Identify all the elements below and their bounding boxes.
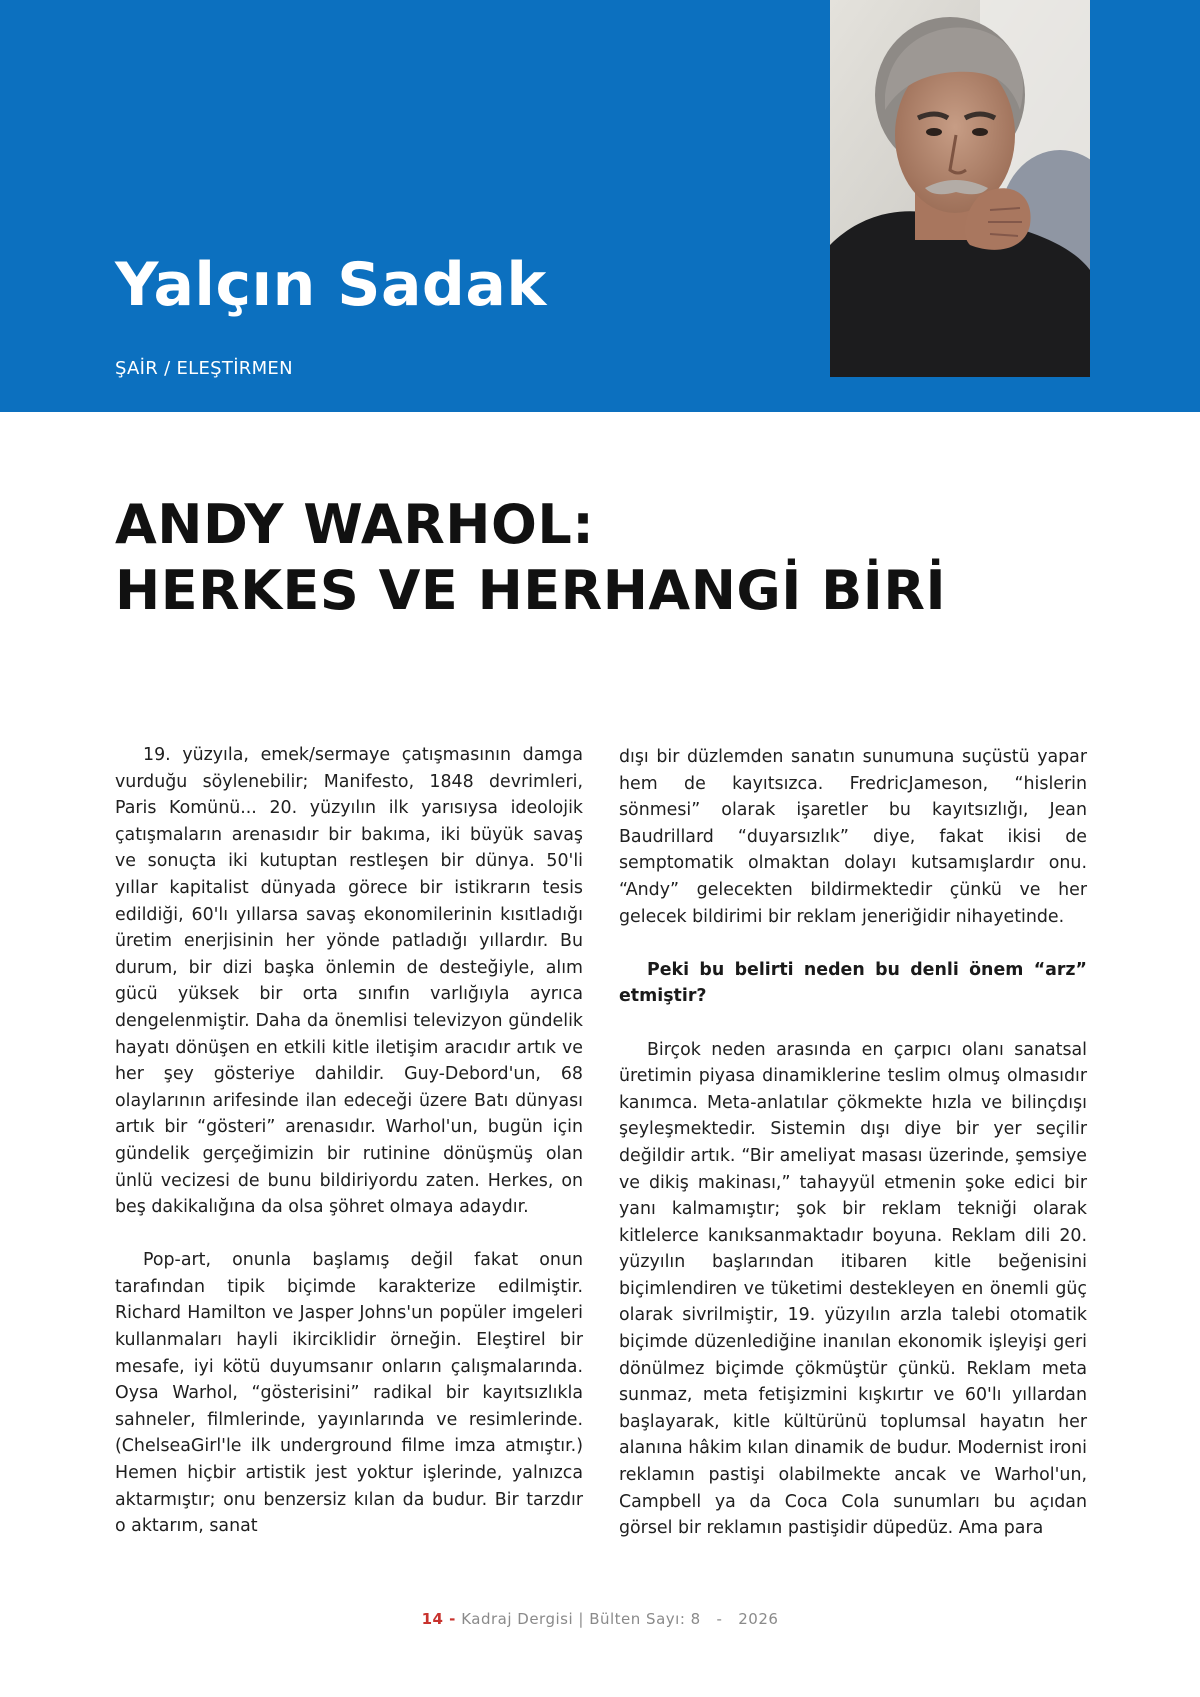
article-title-line-1: ANDY WARHOL: [115,493,595,556]
author-portrait-photo [830,0,1090,377]
paragraph: Birçok neden arasında en çarpıcı olanı sanatsal üretimin piyasa dinamiklerine teslim olmuş olmasıdır kanımca. Meta-anlatılar çökmekte hızla ve bilinçdışı şeyleşmektedir. Sistemin dışı diye bir yer seçilir değildir artık. “Bir ameliyat masası üzerinde, şemsiye ve dikiş makinası,” tahayyül etmenin şoke edici bir yanı kalmamıştır; şok bir reklam tekniği olarak kitlelerce kanıksanmaktadır boyuna. Reklam dili 20. yüzyılın başlarından itibaren kitle beğenisini biçimlendiren ve tüketimi destekleyen en önemli güç olarak sivrilmiştir, 19. yüzyılın arzla talebi otomatik biçimde düzenlediğine inanılan ekonomik işleyişi geri dönülmez biçimde çökmüştür çünkü. Reklam meta sunmaz, meta fetişizmini kışkırtır ve 60'lı yıllardan başlayarak, kitle kültürünü toplumsal hayatın her alanına hâkim kılan dinamik de budur. Modernist ironi reklamın pastişi olabilmekte ancak ve Warhol'un, Campbell ya da Coca Cola sunumları bu açıdan görsel bir reklamın pastişidir düpedüz. Ama para [619,1039,1087,1539]
article-title-line-2: HERKES VE HERHANGİ BİRİ [115,559,947,622]
paragraph: 19. yüzyıla, emek/sermaye çatışmasının damga vurduğu söylenebilir; Manifesto, 1848 devrimleri, Paris Komünü... 20. yüzyılın ilk yarısıysa ideolojik çatışmaların arenasıdır bir bakıma, iki büyük savaş ve sonuçta iki kutuptan restleşen bir dünya. 50'li yıllar kapitalist dünyada görece bir istikrarın tesis edildiği, 60'lı yıllarsa savaş ekonomilerinin kısıtladığı üretim enerjisinin her yönde patladığı yıllardır. Bu durum, bir dizi başka önlemin de desteğiyle, alım gücü yüksek bir orta sınıfın varlığıyla ayrıca dengelenmiştir. Daha da önemlisi televizyon gündelik hayatı dönüşen en etkili kitle iletişim aracıdır artık ve her şey gösteriye dahildir. Guy-Debord'un, 68 olaylarının arifesinde ilan edeceği üzere Batı dünyası artık bir “gösteri” arenasıdır. Warhol'un, bugün için gündelik gerçeğimizin bir rutinine dönüşmüş olan ünlü vecizesi de bunu bildiriyordu zaten. Herkes, on beş dakikalığına da olsa şöhret olmaya adaydır. [115,745,583,1218]
paragraph: Pop-art, onunla başlamış değil fakat onun tarafından tipik biçimde karakterize edilmiştir. Richard Hamilton ve Jasper Johns'un popüler imgeleri kullanmaları hayli ikirciklidir örneğin. Eleştirel bir mesafe, iyi kötü duyumsanır onların çalışmalarında. Oysa Warhol, “gösterisini” radikal bir kayıtsızlıkla sahneler, filmlerinde, yayınlarında ve resimlerinde. (ChelseaGirl'le ilk underground filme imza atmıştır.) Hemen hiçbir artistik jest yoktur işlerinde, yalnızca aktarmıştır; onu benzersiz kılan da budur. Bir tarzdır o aktarım, sanat [115,1250,583,1537]
left-column [115,742,583,1566]
author-portrait-icon [830,0,1090,377]
author-name: Yalçın Sadak [115,250,547,320]
publication-info: Kadraj Dergisi | Bülten Sayı: 8 [461,1610,701,1628]
article-title [115,492,946,624]
footer-separator: - [716,1610,723,1628]
page-footer [0,1610,1200,1628]
page-number: 14 - [421,1610,456,1628]
subheading: Peki bu belirti neden bu denli önem “arz” etmiştir? [619,959,1087,1007]
right-column [619,744,1087,1568]
author-role: ŞAİR / ELEŞTİRMEN [115,358,293,379]
publication-year: 2026 [738,1610,779,1628]
paragraph: dışı bir düzlemden sanatın sunumuna suçüstü yapar hem de kayıtsızca. FredricJameson, “hislerin sönmesi” olarak işaretler bu kayıtsızlığı, Jean Baudrillard “duyarsızlık” diye, fakat ikisi de semptomatik olmaktan dolayı kutsamışlardır onu. “Andy” gelecekten bildirmektedir çünkü ve her gelecek bildirimi bir reklam jeneriğidir nihayetinde. [619,747,1087,927]
